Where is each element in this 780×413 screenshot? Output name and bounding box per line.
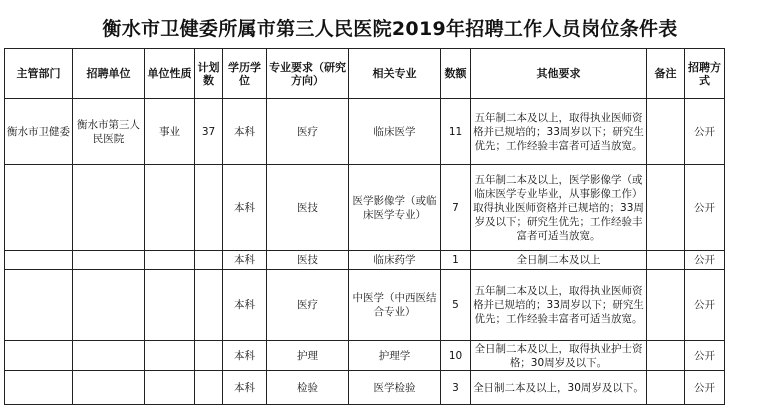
cell-dept bbox=[5, 251, 73, 270]
cell-unit bbox=[73, 251, 145, 270]
cell-method: 公开 bbox=[685, 270, 725, 341]
cell-count: 5 bbox=[441, 270, 471, 341]
cell-edu: 本科 bbox=[223, 341, 267, 371]
header-related: 相关专业 bbox=[349, 49, 441, 99]
cell-other: 全日制二本及以上，取得执业护士资格；30周岁及以下。 bbox=[471, 341, 647, 371]
cell-remark bbox=[647, 165, 685, 251]
cell-nature bbox=[145, 371, 195, 405]
cell-plan bbox=[195, 371, 223, 405]
cell-edu: 本科 bbox=[223, 99, 267, 165]
table-row bbox=[5, 270, 725, 341]
cell-nature bbox=[145, 270, 195, 341]
cell-method: 公开 bbox=[685, 251, 725, 270]
header-count: 数额 bbox=[441, 49, 471, 99]
cell-remark bbox=[647, 371, 685, 405]
cell-unit: 衡水市第三人民医院 bbox=[73, 99, 145, 165]
cell-method: 公开 bbox=[685, 371, 725, 405]
cell-plan bbox=[195, 165, 223, 251]
header-row bbox=[5, 49, 725, 99]
cell-other: 五年制二本及以上，取得执业医师资格并已规培的；33周岁以下；研究生优先；工作经验丰富者可适当放宽。 bbox=[471, 270, 647, 341]
table-row bbox=[5, 165, 725, 251]
cell-plan bbox=[195, 341, 223, 371]
header-nature: 单位性质 bbox=[145, 49, 195, 99]
cell-related: 临床医学 bbox=[349, 99, 441, 165]
cell-other: 全日制二本及以上，30周岁及以下。 bbox=[471, 371, 647, 405]
cell-method: 公开 bbox=[685, 341, 725, 371]
cell-other: 全日制二本及以上 bbox=[471, 251, 647, 270]
header-remark: 备注 bbox=[647, 49, 685, 99]
cell-major: 检验 bbox=[267, 371, 349, 405]
cell-plan bbox=[195, 270, 223, 341]
cell-plan: 37 bbox=[195, 99, 223, 165]
header-unit: 招聘单位 bbox=[73, 49, 145, 99]
cell-edu: 本科 bbox=[223, 251, 267, 270]
cell-major: 医疗 bbox=[267, 99, 349, 165]
cell-related: 医学影像学（或临床医学专业） bbox=[349, 165, 441, 251]
cell-dept bbox=[5, 341, 73, 371]
table-row bbox=[5, 341, 725, 371]
header-method: 招聘方式 bbox=[685, 49, 725, 99]
cell-unit bbox=[73, 341, 145, 371]
cell-major: 医疗 bbox=[267, 270, 349, 341]
table-title: 衡水市卫健委所属市第三人民医院2019年招聘工作人员岗位条件表 bbox=[102, 18, 678, 40]
header-plan: 计划数 bbox=[195, 49, 223, 99]
cell-count: 1 bbox=[441, 251, 471, 270]
cell-method: 公开 bbox=[685, 99, 725, 165]
cell-edu: 本科 bbox=[223, 371, 267, 405]
cell-remark bbox=[647, 341, 685, 371]
header-other: 其他要求 bbox=[471, 49, 647, 99]
cell-major: 医技 bbox=[267, 165, 349, 251]
cell-unit bbox=[73, 371, 145, 405]
cell-related: 护理学 bbox=[349, 341, 441, 371]
header-edu: 学历学位 bbox=[223, 49, 267, 99]
table-row bbox=[5, 251, 725, 270]
table-row bbox=[5, 99, 725, 165]
cell-edu: 本科 bbox=[223, 270, 267, 341]
cell-unit bbox=[73, 165, 145, 251]
cell-major: 医技 bbox=[267, 251, 349, 270]
cell-unit bbox=[73, 270, 145, 341]
cell-remark bbox=[647, 99, 685, 165]
cell-dept bbox=[5, 165, 73, 251]
cell-nature: 事业 bbox=[145, 99, 195, 165]
cell-count: 10 bbox=[441, 341, 471, 371]
cell-count: 7 bbox=[441, 165, 471, 251]
cell-related: 临床药学 bbox=[349, 251, 441, 270]
header-major-req: 专业要求（研究方向） bbox=[267, 49, 349, 99]
cell-major: 护理 bbox=[267, 341, 349, 371]
cell-nature bbox=[145, 251, 195, 270]
cell-dept bbox=[5, 371, 73, 405]
cell-other: 五年制二本及以上，取得执业医师资格并已规培的；33周岁以下；研究生优先；工作经验丰富者可适当放宽。 bbox=[471, 99, 647, 165]
cell-dept: 衡水市卫健委 bbox=[5, 99, 73, 165]
cell-nature bbox=[145, 341, 195, 371]
job-conditions-table bbox=[4, 48, 725, 405]
cell-related: 中医学（中西医结合专业） bbox=[349, 270, 441, 341]
table-row bbox=[5, 371, 725, 405]
cell-count: 11 bbox=[441, 99, 471, 165]
cell-related: 医学检验 bbox=[349, 371, 441, 405]
cell-plan bbox=[195, 251, 223, 270]
cell-edu: 本科 bbox=[223, 165, 267, 251]
cell-other: 五年制二本及以上，医学影像学（或临床医学专业毕业，从事影像工作）取得执业医师资格并已规培的；33周岁及以下；研究生优先；工作经验丰富者可适当放宽。 bbox=[471, 165, 647, 251]
cell-remark bbox=[647, 270, 685, 341]
cell-nature bbox=[145, 165, 195, 251]
header-dept: 主管部门 bbox=[5, 49, 73, 99]
cell-dept bbox=[5, 270, 73, 341]
cell-count: 3 bbox=[441, 371, 471, 405]
cell-method: 公开 bbox=[685, 165, 725, 251]
cell-remark bbox=[647, 251, 685, 270]
